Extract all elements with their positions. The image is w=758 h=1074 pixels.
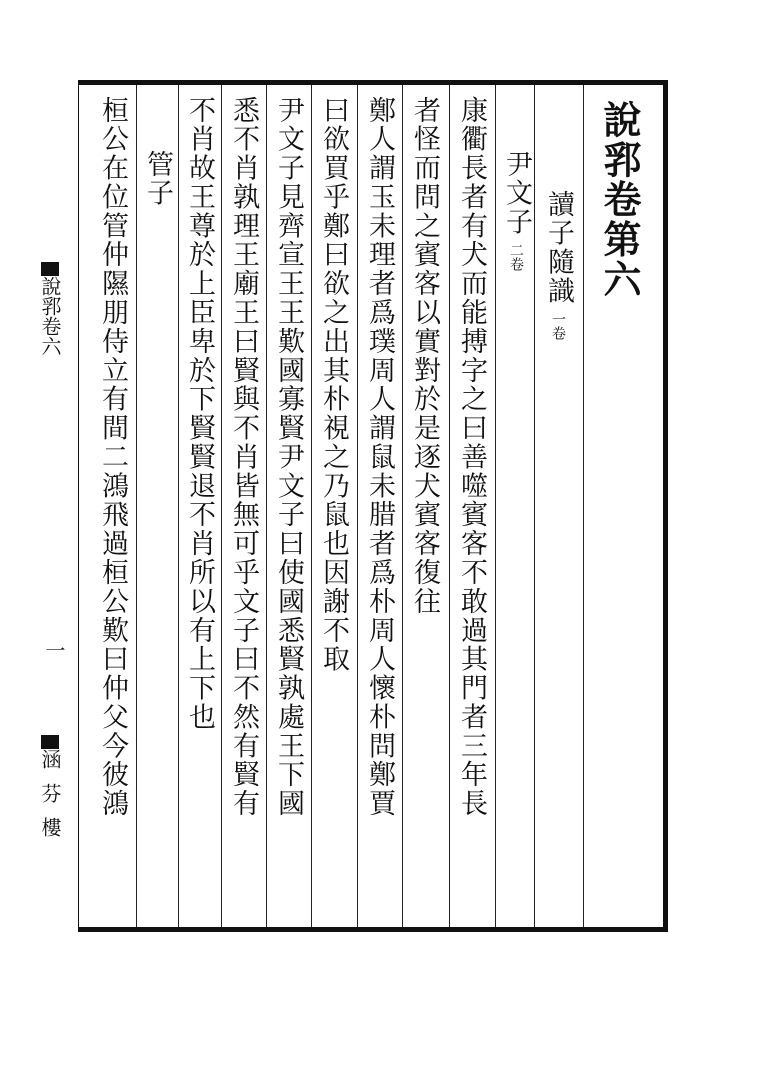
subsection-heading-2: 管子 <box>142 150 173 208</box>
text-line-1: 康衢長者有犬而能搏字之曰善噬賓客不敢過其門者三年長 <box>456 96 487 819</box>
margin-marker-top <box>41 262 59 276</box>
column-divider <box>311 85 312 927</box>
margin-publisher <box>40 735 60 851</box>
page-title: 說郛卷第六 <box>597 100 642 300</box>
text-line-4: 曰欲買乎鄭曰欲之出其朴視之乃鼠也因謝不取 <box>318 96 349 674</box>
subsection-heading-1 <box>503 150 530 271</box>
text-line-8: 桓公在位管仲隰朋侍立有間二鴻飛過桓公歎曰仲父今彼鴻 <box>97 96 128 819</box>
section-heading-note: 一卷 <box>550 311 566 340</box>
column-divider <box>178 85 179 927</box>
column-divider <box>495 85 496 927</box>
text-line-6: 悉不肖孰理王廟王曰賢與不肖皆無可乎文子曰不然有賢有 <box>228 96 259 819</box>
margin-marker-bottom <box>41 735 59 749</box>
section-heading-text: 讀子隨識 <box>543 190 574 306</box>
margin-publisher-text: 涵芬樓 <box>38 749 62 851</box>
column-divider <box>534 85 535 927</box>
subsection-1-text: 尹文子 <box>501 150 532 237</box>
column-divider <box>402 85 403 927</box>
column-divider <box>221 85 222 927</box>
text-line-2: 者怪而問之賓客以實對於是逐犬賓客復往 <box>409 96 440 617</box>
column-divider <box>266 85 267 927</box>
column-divider <box>449 85 450 927</box>
text-line-7: 不肖故王尊於上臣卑於下賢賢退不肖所以有上下也 <box>184 96 215 732</box>
margin-upper <box>40 262 60 356</box>
text-line-3: 鄭人謂玉未理者爲璞周人謂鼠未腊者爲朴周人懷朴問鄭賈 <box>364 96 395 819</box>
column-divider <box>357 85 358 927</box>
text-line-5: 尹文子見齊宣王王歎國寡賢尹文子曰使國悉賢孰處王下國 <box>273 96 304 819</box>
section-heading <box>545 190 572 340</box>
margin-folio: 一 <box>42 640 66 660</box>
subsection-1-note: 二卷 <box>508 242 524 271</box>
column-divider <box>136 85 137 927</box>
margin-upper-text: 說郛卷六 <box>38 276 62 356</box>
column-divider <box>583 85 584 927</box>
